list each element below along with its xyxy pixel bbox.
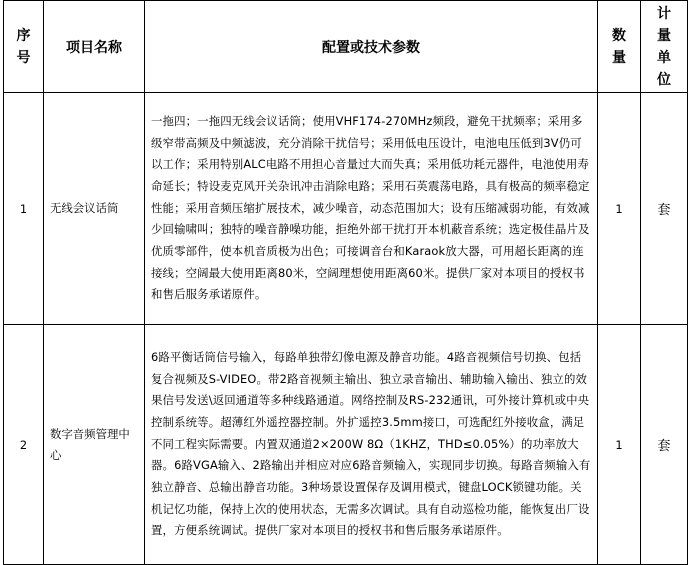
header-seq: 序号: [4, 1, 44, 93]
row-name: 无线会议话筒: [44, 93, 145, 325]
table-row: [4, 93, 688, 325]
row-params: 一拖四；一拖四无线会议话筒；使用VHF174-270MHz频段，避免干扰频率；采用多级窄带高频及中频滤波，充分消除干扰信号；采用低电压设计，电池电压低到3V仍可以工作；采用特别ALC电路不用担心音量过大而失真；采用低功耗元器件，电池使用寿命延长；特设麦克风开关杂讯冲击消除电路；采用石英震荡电路，具有极高的频率稳定性能；采用音频压缩扩展技术，减少噪音，动态范围加大；设有压缩减弱功能，有效减少回输啸叫；独特的噪音静噪功能，拒绝外部干扰打开本机蔽音系统；选定极佳晶片及优质零部件，使本机音质极为出色；可接调音台和Karaok放大器，可用超长距离的连接线；空阔最大使用距离80米，空阔理想使用距离60米。提供厂家对本项目的授权书和售后服务承诺原件。: [145, 93, 598, 325]
row-name: 数字音频管理中心: [44, 325, 145, 565]
row-qty: 1: [598, 93, 641, 325]
row-unit: 套: [641, 325, 688, 565]
row-seq: 2: [4, 325, 44, 565]
header-params: 配置或技术参数: [145, 1, 598, 93]
row-seq: 1: [4, 93, 44, 325]
row-unit: 套: [641, 93, 688, 325]
header-name: 项目名称: [44, 1, 145, 93]
table-row: [4, 325, 688, 565]
row-qty: 1: [598, 325, 641, 565]
header-unit: 计量单位: [641, 1, 688, 93]
header-row: [4, 1, 688, 93]
row-params: 6路平衡话筒信号输入，每路单独带幻像电源及静音功能。4路音视频信号切换、包括复合视频及S-VIDEO。带2路音视频主输出、独立录音输出、辅助输入输出、独立的效果信号发送\返回通道等多种线路通道。网络控制及RS-232通讯，可外接计算机或中央控制系统等。超薄红外遥控器控制。外扩遥控3.5mm接口，可选配红外接收盒，满足不同工程实际需要。内置双通道2×200W 8Ω（1KHZ，THD≤0.05%）的功率放大器。6路VGA输入、2路输出并相应对应6路音频输入，实现同步切换。每路音频输入有独立静音、总输出静音功能。3种场景设置保存及调用模式，键盘LOCK锁键功能。关机记忆功能，保持上次的使用状态，无需多次调试。具有自动巡检功能，能恢复出厂设置，方便系统调试。提供厂家对本项目的授权书和售后服务承诺原件。: [145, 325, 598, 565]
spec-table: [3, 0, 688, 565]
header-qty: 数量: [598, 1, 641, 93]
